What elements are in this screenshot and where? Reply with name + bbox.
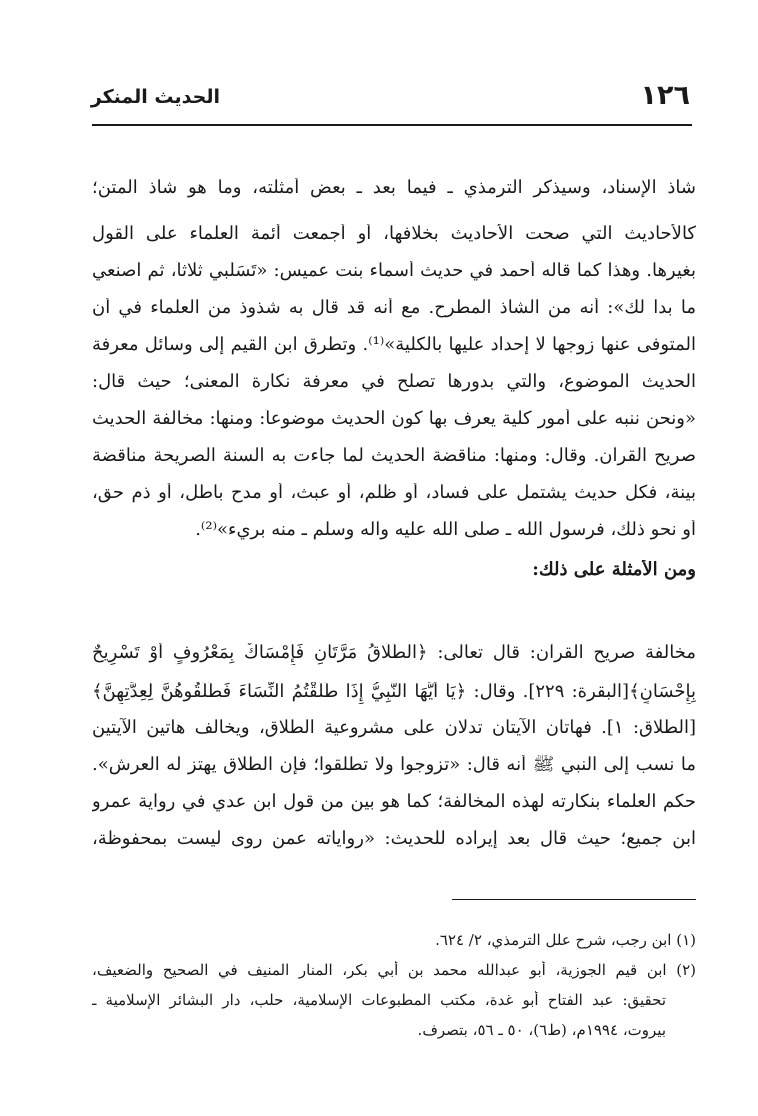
text-line: كالأحاديث التي صحت الأحاديث بخلافها، أو أجمعت أئمة العلماء على القول xyxy=(92,224,696,244)
text-line: بينة، فكل حديث يشتمل على فساد، أو ظلم، أو عبث، أو مدح باطل، أو ذم حق، xyxy=(92,483,696,503)
text-line: بِإِحْسَانٍ﴾[البقرة: ٢٢٩]. وقال: ﴿يَا أَيُّهَا النَّبِيُّ إِذَا طَلَّقْتُمُ النِّسَاءَ فَطَلِّقُوهُنَّ لِعِدَّتِهِنَّ﴾ xyxy=(92,682,696,702)
footnote-2-line-1: (٢) ابن قيم الجوزية، أبو عبدالله محمد بن أبي بكر، المنار المنيف في الصحيح والضعيف، xyxy=(92,961,696,979)
footnote-1: (١) ابن رجب، شرح علل الترمذي، ٢/ ٦٢٤. xyxy=(435,931,696,949)
footnote-2-line-3: بيروت، ١٩٩٤م، (ط٦)، ٥٠ ـ ٥٦، بتصرف. xyxy=(417,1021,666,1039)
main-text xyxy=(92,0,696,900)
text-line: [الطلاق: ١]. فهاتان الآيتان تدلان على مشروعية الطلاق، ويخالف هاتين الآيتين xyxy=(92,718,696,738)
page-number: ١٢٦ xyxy=(640,80,690,111)
section-subheading: ومن الأمثلة على ذلك: xyxy=(532,560,696,580)
text-line: ما بدا لك»: أنه من الشاذ المطرح. مع أنه قد قال به شذوذ من العلماء في أن xyxy=(92,298,696,318)
text-line: صريح القرآن. وقال: ومنها: مناقضة الحديث لما جاءت به السنة الصريحة مناقضة xyxy=(92,446,696,466)
text-line: حكم العلماء بنكارته لهذه المخالفة؛ كما هو بين من قول ابن عدي في رواية عمرو xyxy=(92,792,696,812)
text-line: بغيرها. وهذا كما قاله أحمد في حديث أسماء بنت عميس: «تَسَلَّبي ثلاثاً، ثم اصنعي xyxy=(92,261,696,281)
text-line: المتوفى عنها زوجها لا إحداد عليها بالكلية»⁽¹⁾. وتطرق ابن القيم إلى وسائل معرفة xyxy=(92,335,696,355)
footnote-2-line-2: تحقيق: عبد الفتاح أبو غدة، مكتب المطبوعات الإسلامية، حلب، دار البشائر الإسلامية ـ xyxy=(92,991,666,1009)
text-line: ما نسب إلى النبي ﷺ أنه قال: «تزوجوا ولا تطلقوا؛ فإن الطلاق يهتز له العرش». xyxy=(92,755,696,775)
text-line: ابن جميع؛ حيث قال بعد إيراده للحديث: «رواياته عمن روى ليست بمحفوظة، xyxy=(92,829,696,849)
text-line: الحديث الموضوع، والتي بدورها تصلح في معرفة نكارة المعنى؛ حيث قال: xyxy=(92,372,696,392)
running-header-title: الحديث المنكر xyxy=(90,86,220,108)
footnote-divider xyxy=(452,899,696,900)
text-line: «ونحن ننبه على أمور كلية يعرف بها كون الحديث موضوعاً: ومنها: مخالفة الحديث xyxy=(92,409,696,429)
text-line: شاذ الإسناد، وسيذكر الترمذي ـ فيما بعد ـ بعض أمثلته، وما هو شاذ المتن؛ xyxy=(92,178,696,198)
text-line: مخالفة صريح القرآن: قال تعالى: ﴿الطَّلَاقُ مَرَّتَانِ فَإِمْسَاكٌ بِمَعْرُوفٍ أَوْ تَسْرِيحٌ xyxy=(92,643,696,663)
text-line: أو نحو ذلك، فرسول الله ـ صلى الله عليه وآله وسلم ـ منه بريء»⁽²⁾. xyxy=(195,520,696,540)
